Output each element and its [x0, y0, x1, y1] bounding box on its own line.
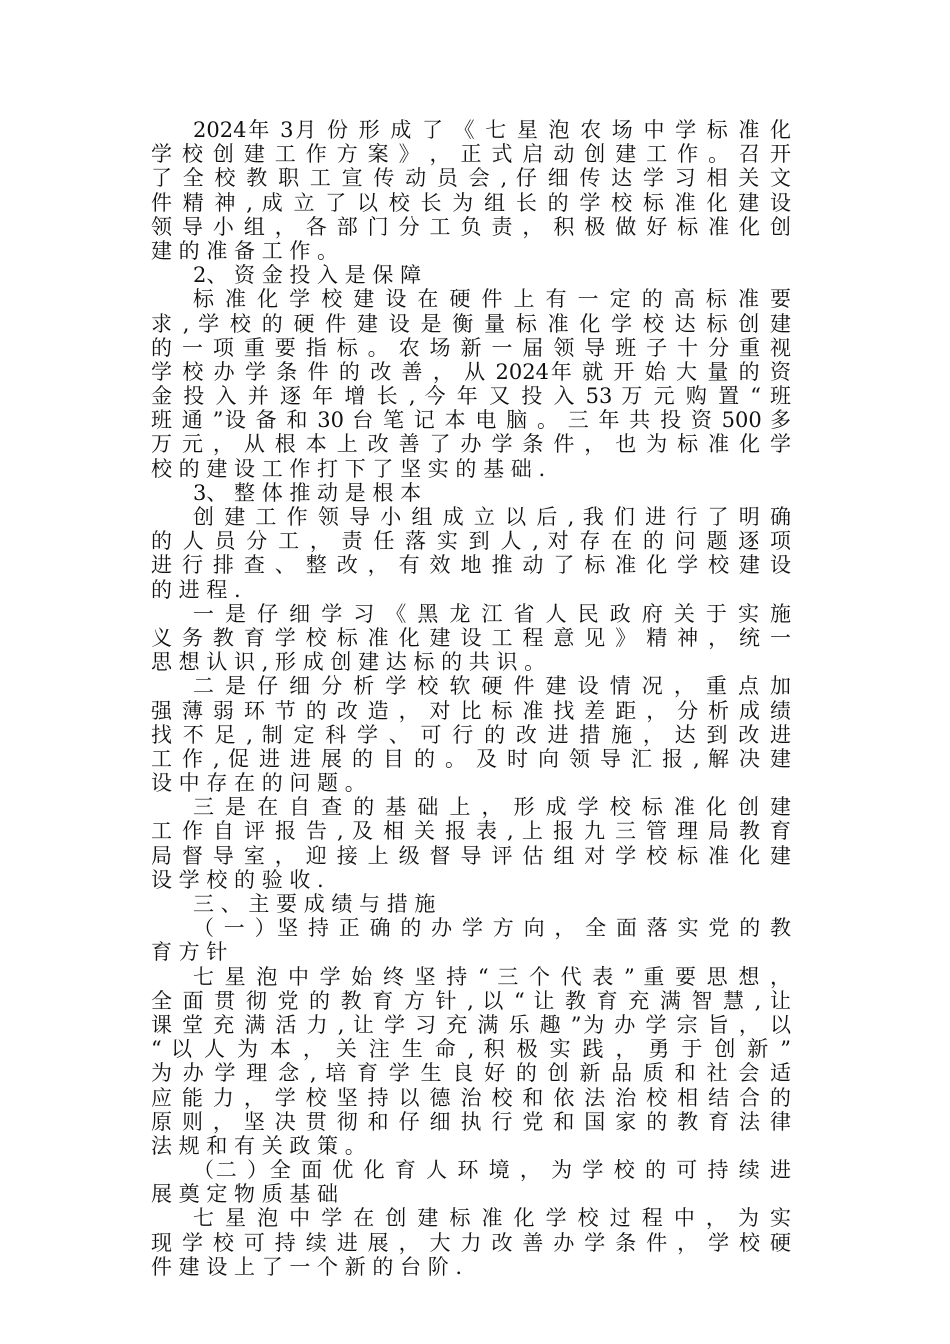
- text-line: 2、 资 金 投 入 是 保 障: [193, 263, 422, 288]
- text-line: 领 导 小 组 ， 各 部 门 分 工 负 责 ， 积 极 做 好 标 准 化 创: [151, 214, 791, 239]
- text-line: （二 ）全 面 优 化 育 人 环 境 ， 为 学 校 的 可 持 续 进: [193, 1158, 791, 1183]
- text-line: 件 精 神 , 成 立 了 以 校 长 为 组 长 的 学 校 标 准 化 建 设: [151, 190, 791, 215]
- text-line: 应 能 力 ， 学 校 坚 持 以 德 治 校 和 依 法 治 校 相 结 合 的: [151, 1085, 791, 1110]
- text-line: 了 全 校 教 职 工 宣 传 动 员 会 , 仔 细 传 达 学 习 相 关 文: [151, 166, 791, 191]
- text-line: 3、 整 体 推 动 是 根 本: [193, 480, 422, 505]
- text-line: 校 的 建 设 工 作 打 下 了 坚 实 的 基 础 .: [151, 456, 546, 481]
- text-line: 二 是 仔 细 分 析 学 校 软 硬 件 建 设 情 况 ， 重 点 加: [193, 674, 791, 699]
- text-line: 现 学 校 可 持 续 进 展 ， 大 力 改 善 办 学 条 件 ， 学 校 硬: [151, 1230, 791, 1255]
- text-line: 原 则 ， 坚 决 贯 彻 和 仔 细 执 行 党 和 国 家 的 教 育 法 律: [151, 1109, 791, 1134]
- text-line: 进 行 排 查 、 整 改 ， 有 效 地 推 动 了 标 准 化 学 校 建 设: [151, 553, 791, 578]
- text-line: 义 务 教 育 学 校 标 准 化 建 设 工 程 意 见 》 精 神 ， 统 一: [151, 625, 791, 650]
- text-line: 设 学 校 的 验 收 .: [151, 867, 324, 892]
- text-line: 育 方 针: [151, 940, 228, 965]
- text-line: 学 校 创 建 工 作 方 案 》 ， 正 式 启 动 创 建 工 作 。 召 开: [151, 142, 791, 167]
- text-line: 求 , 学 校 的 硬 件 建 设 是 衡 量 标 准 化 学 校 达 标 创 建: [151, 311, 791, 336]
- text-line: 课 堂 充 满 活 力 , 让 学 习 充 满 乐 趣 ”为 办 学 宗 旨 ， 以: [151, 1012, 791, 1037]
- text-line: 金 投 入 并 逐 年 增 长 , 今 年 又 投 入 53 万 元 购 置 “ 班: [151, 384, 791, 409]
- text-line: 局 督 导 室 ， 迎 接 上 级 督 导 评 估 组 对 学 校 标 准 化 建: [151, 843, 791, 868]
- text-line: 一 是 仔 细 学 习 《 黑 龙 江 省 人 民 政 府 关 于 实 施: [193, 601, 791, 626]
- text-line: 思 想 认 识 , 形 成 创 建 达 标 的 共 识 。: [151, 650, 546, 675]
- text-line: 建 的 准 备 工 作 。: [151, 238, 339, 263]
- text-line: 展 奠 定 物 质 基 础: [151, 1182, 339, 1207]
- text-line: 的 人 员 分 工 ， 责 任 落 实 到 人 , 对 存 在 的 问 题 逐 项: [151, 529, 791, 554]
- text-line: 班 通 ”设 备 和 30 台 笔 记 本 电 脑 。 三 年 共 投 资 500 多: [151, 408, 791, 433]
- text-line: 法 规 和 有 关 政 策 。: [151, 1133, 366, 1158]
- text-line: 件 建 设 上 了 一 个 新 的 台 阶 .: [151, 1254, 463, 1279]
- text-line: 工 作 , 促 进 进 展 的 目 的 。 及 时 向 领 导 汇 报 , 解 决 建: [151, 746, 791, 771]
- text-line: “ 以 人 为 本 ， 关 注 生 命 , 积 极 实 践 ， 勇 于 创 新 ”: [151, 1037, 791, 1062]
- text-line: 学 校 办 学 条 件 的 改 善 ， 从 2024年 就 开 始 大 量 的 资: [151, 359, 791, 384]
- text-line: 七 星 泡 中 学 始 终 坚 持 “ 三 个 代 表 ” 重 要 思 想 ，: [193, 964, 791, 989]
- text-line: 三 、 主 要 成 绩 与 措 施: [193, 892, 436, 916]
- text-line: 的 进 程 .: [151, 577, 241, 602]
- text-line: 全 面 贯 彻 党 的 教 育 方 针 , 以 “ 让 教 育 充 满 智 慧 , 让: [151, 988, 791, 1013]
- text-line: 标 准 化 学 校 建 设 在 硬 件 上 有 一 定 的 高 标 准 要: [193, 287, 791, 312]
- text-line: 万 元 ， 从 根 本 上 改 善 了 办 学 条 件 ， 也 为 标 准 化 学: [151, 432, 791, 457]
- document-body: [151, 118, 791, 1279]
- text-line: 2024年 3月 份 形 成 了 《 七 星 泡 农 场 中 学 标 准 化: [193, 118, 791, 142]
- text-line: 七 星 泡 中 学 在 创 建 标 准 化 学 校 过 程 中 ， 为 实: [193, 1206, 791, 1231]
- text-line: （ 一 ）坚 持 正 确 的 办 学 方 向 ， 全 面 落 实 党 的 教: [193, 916, 791, 941]
- text-line: 三 是 在 自 查 的 基 础 上 ， 形 成 学 校 标 准 化 创 建: [193, 795, 791, 820]
- text-line: 工 作 自 评 报 告 , 及 相 关 报 表 , 上 报 九 三 管 理 局 教 育: [151, 819, 791, 844]
- text-line: 的 一 项 重 要 指 标 。 农 场 新 一 届 领 导 班 子 十 分 重 视: [151, 335, 791, 360]
- text-line: 创 建 工 作 领 导 小 组 成 立 以 后 , 我 们 进 行 了 明 确: [193, 505, 791, 529]
- text-line: 设 中 存 在 的 问 题 。: [151, 771, 366, 796]
- text-line: 强 薄 弱 环 节 的 改 造 ， 对 比 标 准 找 差 距 ， 分 析 成 绩: [151, 698, 791, 723]
- text-line: 为 办 学 理 念 , 培 育 学 生 良 好 的 创 新 品 质 和 社 会 适: [151, 1061, 791, 1086]
- text-line: 找 不 足 , 制 定 科 学 、 可 行 的 改 进 措 施 ， 达 到 改 进: [151, 722, 791, 747]
